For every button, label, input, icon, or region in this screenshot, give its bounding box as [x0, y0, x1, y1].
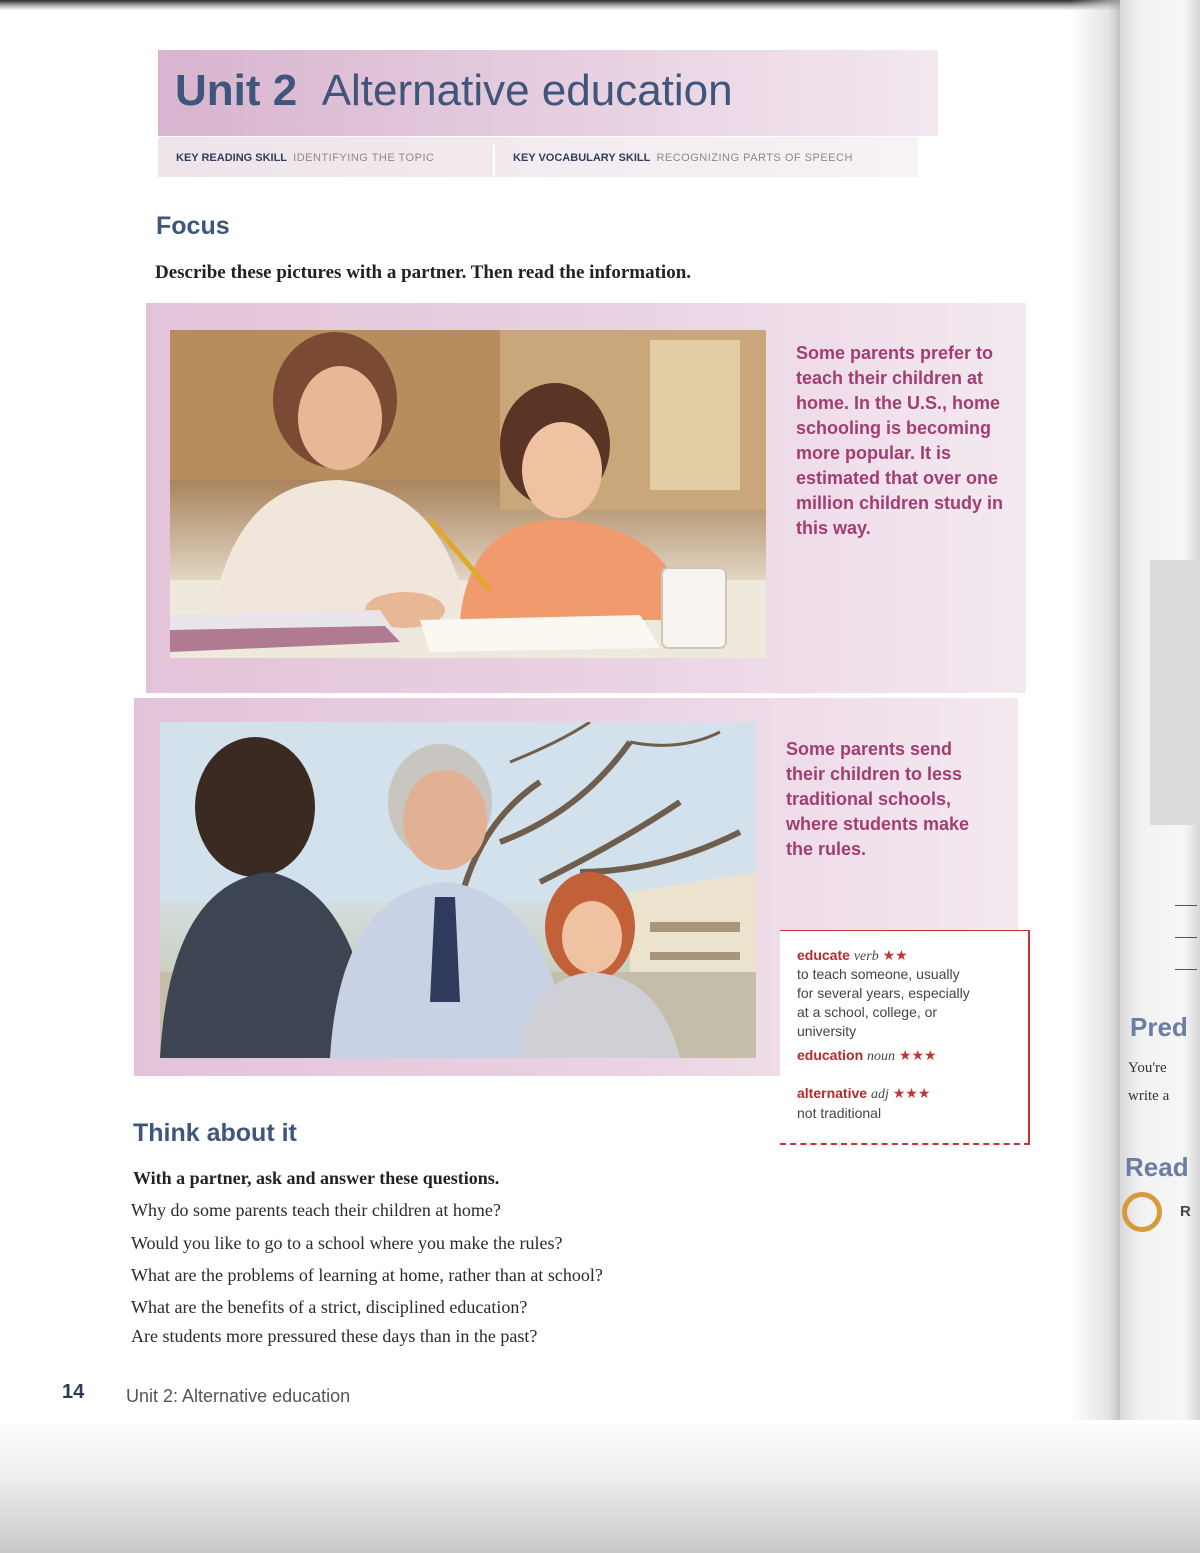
mother-daughter-homeschooling-photo [170, 330, 766, 658]
teacher-students-outdoors-photo [160, 722, 756, 1058]
glossary-part-of-speech: adj [870, 1087, 889, 1102]
glossary-word: educate [797, 947, 850, 963]
unit-number: Unit 2 [175, 66, 298, 115]
think-instruction: With a partner, ask and answer these questions. [133, 1168, 500, 1188]
frequency-stars-icon: ★★ [882, 947, 908, 963]
glossary-word: alternative [797, 1085, 868, 1101]
next-page-rule [1175, 905, 1197, 906]
glossary-entry-educate [797, 946, 908, 966]
next-page-text-1: You're [1128, 1060, 1167, 1076]
next-page-rule [1175, 937, 1197, 938]
vocab-skill-value: RECOGNIZING PARTS OF SPEECH [656, 152, 853, 164]
stopwatch-icon [1122, 1192, 1162, 1232]
glossary-part-of-speech: noun [867, 1049, 896, 1064]
focus-instruction: Describe these pictures with a partner. Then read the information. [155, 262, 692, 283]
skills-divider [493, 145, 495, 179]
discussion-question: Why do some parents teach their children at home? [131, 1200, 501, 1220]
focus-heading: Focus [156, 212, 230, 240]
glossary-definition-line: not traditional [797, 1105, 882, 1121]
alternative-school-illustration [160, 722, 756, 1058]
next-page-heading-pred: Pred [1130, 1012, 1188, 1042]
next-page-letter-r: R [1180, 1203, 1191, 1220]
unit-name: Alternative education [321, 66, 733, 115]
glossary-definition-line: to teach someone, usually [797, 966, 960, 982]
page-number: 14 [62, 1381, 85, 1403]
glossary-entry-education [797, 1046, 937, 1066]
unit-title [175, 66, 733, 116]
frequency-stars-icon: ★★★ [898, 1047, 937, 1063]
homeschool-illustration [170, 330, 766, 658]
glossary-part-of-speech: verb [853, 949, 879, 964]
scan-bottom-shadow [0, 1420, 1200, 1553]
vocab-skill-label: KEY VOCABULARY SKILL [513, 152, 651, 164]
discussion-question: Are students more pressured these days than in the past? [131, 1326, 538, 1346]
panel-2-caption: Some parents send their children to less traditional schools, where students make the rules. [786, 739, 970, 859]
next-page-heading-read: Read [1125, 1152, 1189, 1182]
glossary-entry-alternative [797, 1084, 930, 1104]
glossary-definition-line: for several years, especially [797, 985, 970, 1001]
panel-1-caption: Some parents prefer to teach their children at home. In the U.S., home schooling is becoming more popular. It is estimated that over one million children study in this way. [796, 343, 1004, 538]
scan-top-shadow [0, 0, 1200, 10]
key-vocabulary-skill [513, 152, 853, 164]
frequency-stars-icon: ★★★ [892, 1085, 931, 1101]
glossary-definition-line: university [797, 1023, 857, 1039]
page-fold-shadow [1070, 0, 1125, 1553]
next-page-text-2: write a [1128, 1088, 1170, 1104]
discussion-question: Would you like to go to a school where you make the rules? [131, 1233, 563, 1253]
glossary-definition-line: at a school, college, or [797, 1004, 938, 1020]
next-page-band [1150, 560, 1200, 825]
glossary-word: education [797, 1047, 864, 1063]
next-page-rule [1175, 969, 1197, 970]
glossary-box-bottom-rule [780, 1143, 1030, 1145]
key-reading-skill [176, 152, 434, 164]
reading-skill-value: IDENTIFYING THE TOPIC [293, 152, 435, 164]
think-about-it-heading: Think about it [133, 1119, 297, 1147]
discussion-question: What are the benefits of a strict, disciplined education? [131, 1297, 528, 1317]
discussion-question: What are the problems of learning at home, rather than at school? [131, 1265, 603, 1285]
footer-unit-label: Unit 2: Alternative education [126, 1386, 351, 1406]
reading-skill-label: KEY READING SKILL [176, 152, 288, 164]
